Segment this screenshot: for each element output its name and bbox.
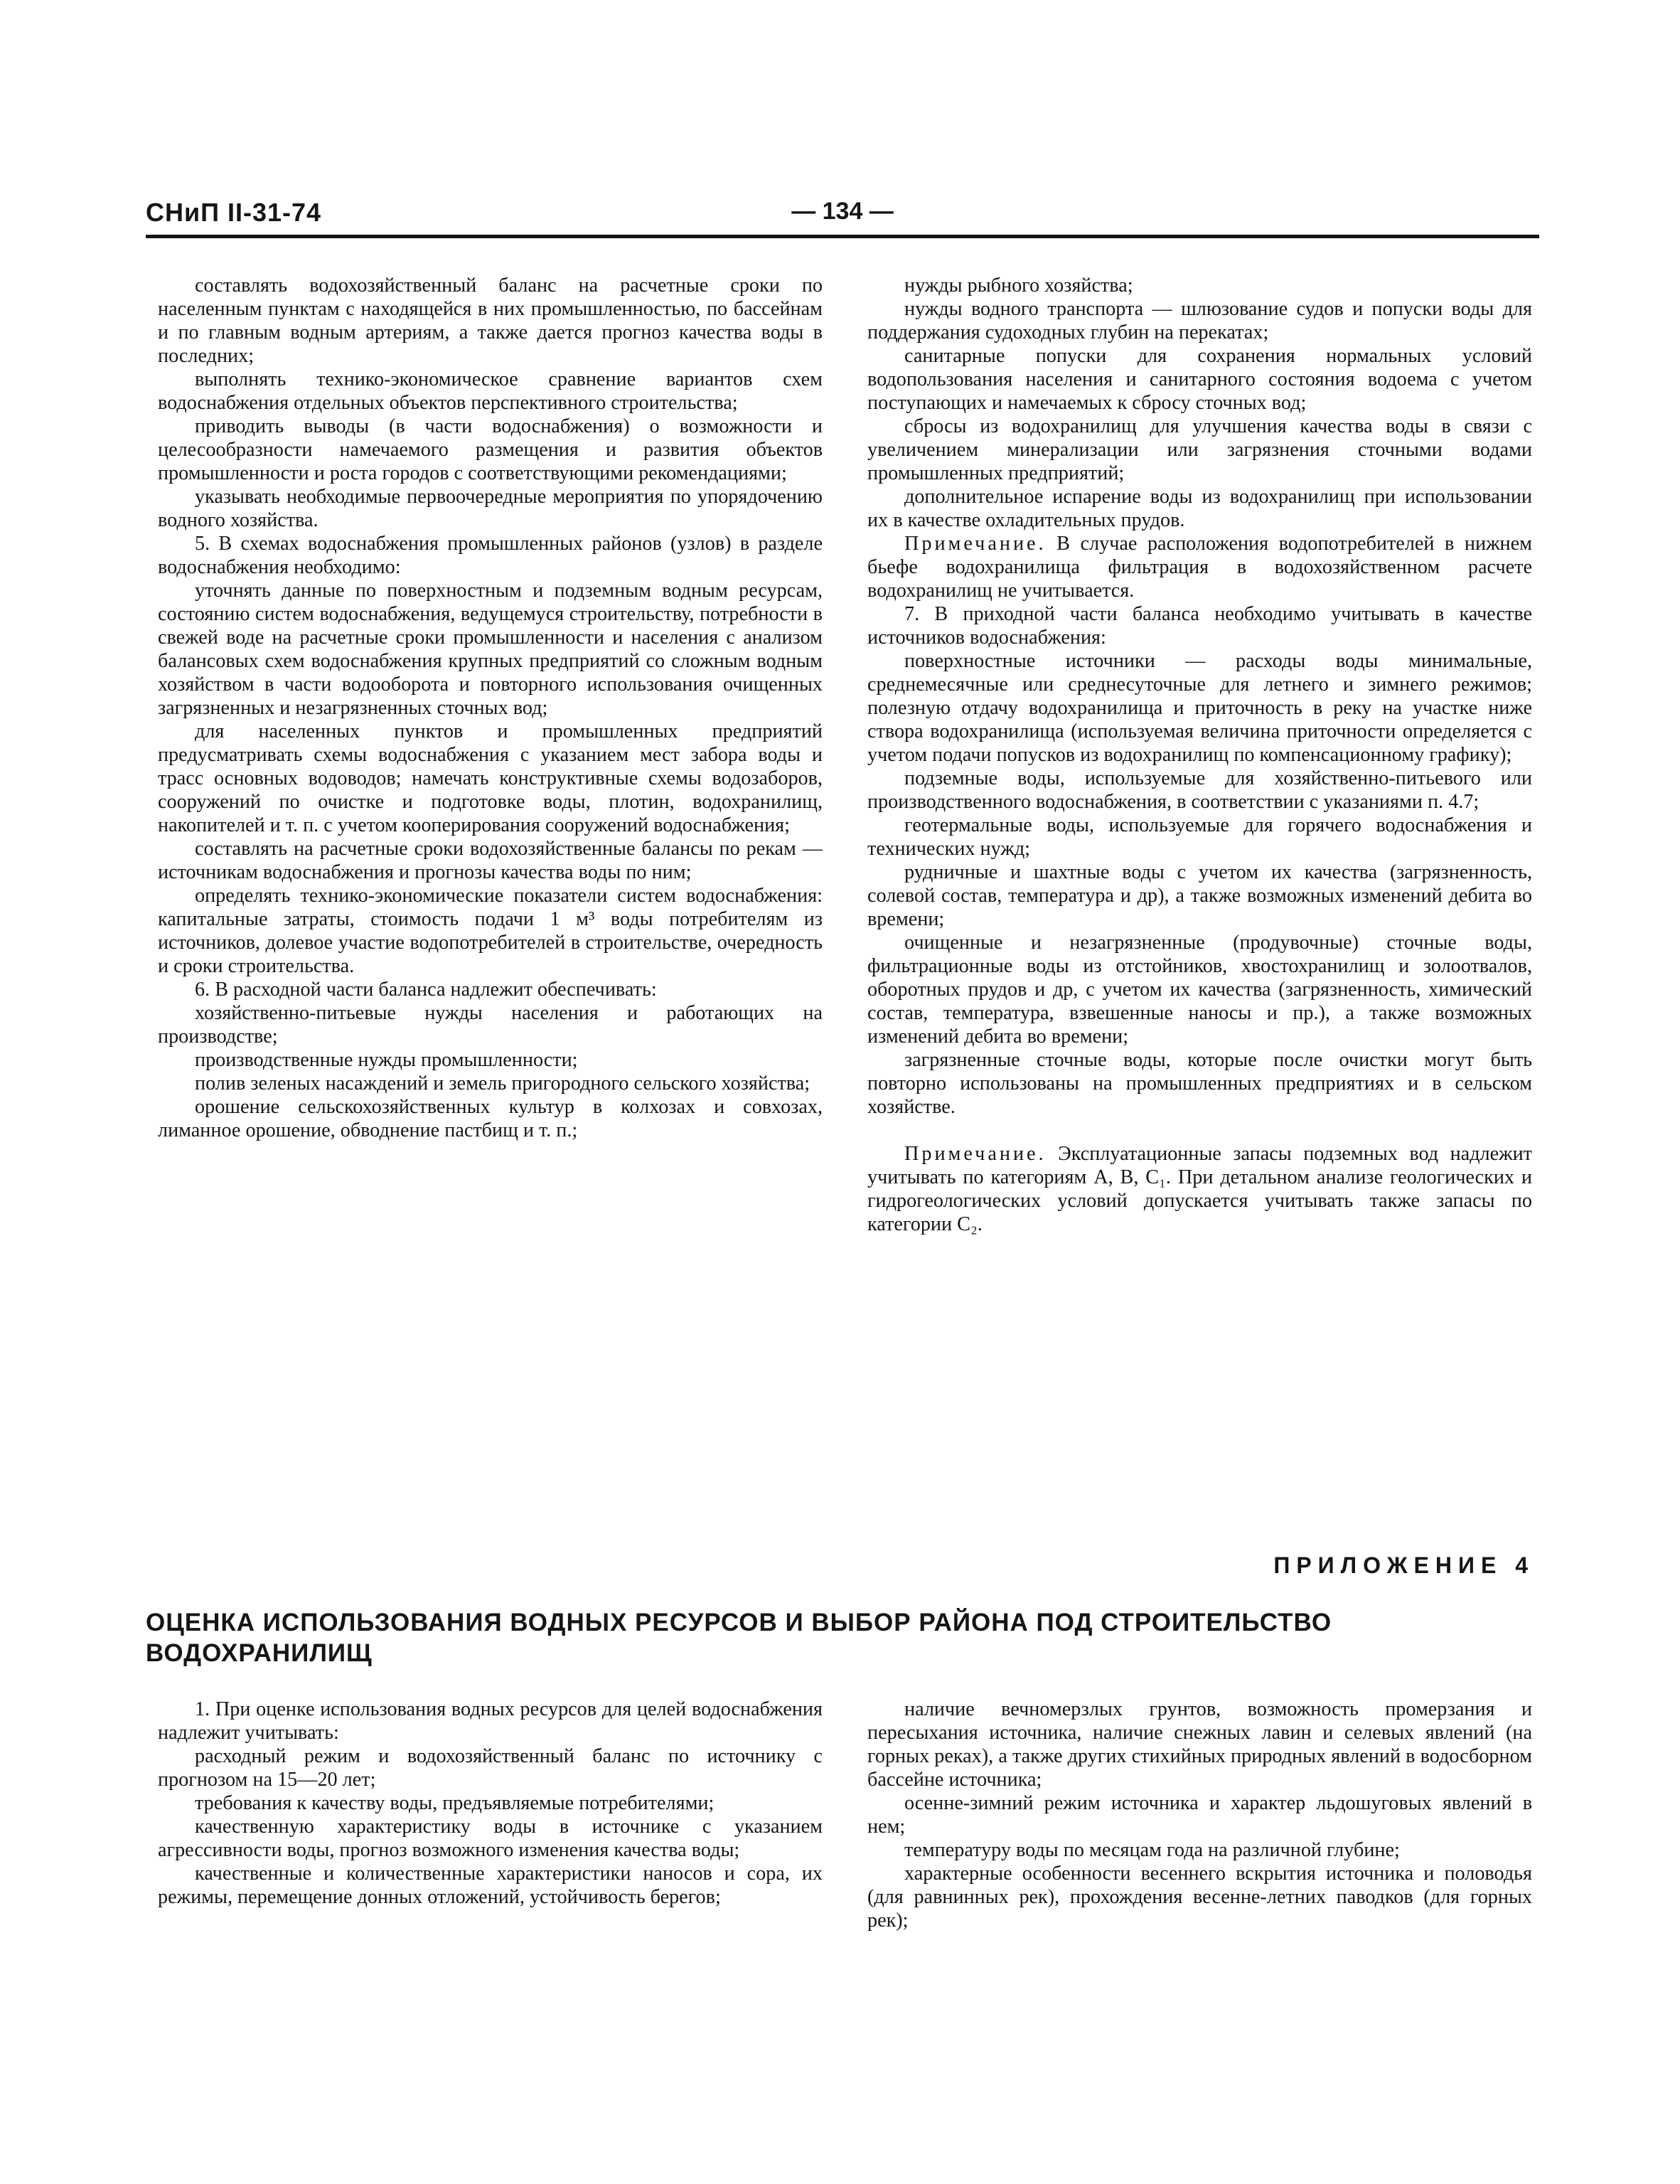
paragraph: приводить выводы (в части водоснабжения) о возможности и целесообразности намечаемого размещения и развития объектов промышленности и роста городов с соответствующими рекомендациями; <box>158 415 823 484</box>
column-bottom-right <box>867 1698 1532 1932</box>
paragraph: сбросы из водохранилищ для улучшения качества воды в связи с увеличением минерализации или загрязнения сточными водами промышленных предприятий; <box>867 415 1532 484</box>
paragraph: температуру воды по месяцам года на различной глубине; <box>904 1839 1400 1861</box>
paragraph: загрязненные сточные воды, которые после очистки могут быть повторно использованы на промышленных предприятиях и в сельском хозяйстве. <box>867 1049 1532 1118</box>
note-text: Эксплуатационные запасы подземных вод надлежит учитывать по категориям А, В, C₁. При детальном анализе геологических и гидрогеологических условий допускается учитывать также запасы по категории C₂. <box>867 1143 1532 1235</box>
paragraph: рудничные и шахтные воды с учетом их качества (загрязненность, солевой состав, температура и др), а также возможных изменений дебита во времени; <box>867 861 1532 930</box>
paragraph: 7. В приходной части баланса необходимо учитывать в качестве источников водоснабжения: <box>867 603 1532 649</box>
paragraph: орошение сельскохозяйственных культур в колхозах и совхозах, лиманное орошение, обводнение пастбищ и т. п.; <box>158 1096 823 1141</box>
paragraph: качественные и количественные характеристики наносов и сора, их режимы, перемещение донных отложений, устойчивость берегов; <box>158 1863 823 1908</box>
note-text: В случае расположения водопотребителей в нижнем бьефе водохранилища фильтрация в водохозяйственном расчете водохранилищ не учитывается. <box>867 533 1532 602</box>
paragraph: для населенных пунктов и промышленных предприятий предусматривать схемы водоснабжения с указанием мест забора воды и трасс основных водоводов; намечать конструктивные схемы водозаборов, сооружений по очистке и подготовке воды, плотин, водохранилищ, накопителей и т. п. с учетом кооперирования сооружений водоснабжения; <box>158 720 823 836</box>
paragraph: полив зеленых насаждений и земель пригородного сельского хозяйства; <box>195 1072 810 1094</box>
note-paragraph <box>867 532 1532 602</box>
paragraph: поверхностные источники — расходы воды минимальные, среднемесячные или среднесуточные для летнего и зимнего режимов; полезную отдачу водохранилища и приточность в реку на участке ниже створа водохранилища (используемая величина приточности определяется с учетом подачи попусков из водохранилищ по компенсационному графику); <box>867 650 1532 766</box>
paragraph: геотермальные воды, используемые для горячего водоснабжения и технических нужд; <box>867 814 1532 860</box>
paragraph: подземные воды, используемые для хозяйственно-питьевого или производственного водоснабжения, в соответствии с указаниями п. 4.7; <box>867 767 1532 813</box>
paragraph: дополнительное испарение воды из водохранилищ при использовании их в качестве охладительных прудов. <box>867 486 1532 531</box>
paragraph: составлять водохозяйственный баланс на расчетные сроки по населенным пунктам с находящейся в них промышленностью, по бассейнам и по главным водным артериям, а также дается прогноз качества воды в последних; <box>158 275 823 367</box>
note-label: Примечание. <box>904 1143 1047 1165</box>
paragraph: очищенные и незагрязненные (продувочные) сточные воды, фильтрационные воды из отстойников, хвостохранилищ и золоотвалов, оборотных прудов и др, с учетом их качества (загрязненность, химический состав, температура, взвешенные наносы и пр.), а также возможных изменений дебита во времени; <box>867 932 1532 1048</box>
paragraph: расходный режим и водохозяйственный баланс по источнику с прогнозом на 15—20 лет; <box>158 1745 823 1791</box>
appendix-title: ОЦЕНКА ИСПОЛЬЗОВАНИЯ ВОДНЫХ РЕСУРСОВ И ВЫБОР РАЙОНА ПОД СТРОИТЕЛЬСТВО ВОДОХРАНИЛИЩ <box>146 1609 1332 1667</box>
paragraph: 1. При оценке использования водных ресурсов для целей водоснабжения надлежит учитывать: <box>158 1698 823 1744</box>
paragraph: качественную характеристику воды в источнике с указанием агрессивности воды, прогноз возможного изменения качества воды; <box>158 1816 823 1861</box>
paragraph: характерные особенности весеннего вскрытия источника и половодья (для равнинных рек), прохождения весенне-летних паводков (для горных рек); <box>867 1863 1532 1932</box>
appendix-label: ПРИЛОЖЕНИЕ 4 <box>1273 1552 1534 1578</box>
page-number: — 134 — <box>791 198 894 225</box>
paragraph: наличие вечномерзлых грунтов, возможность промерзания и пересыхания источника, наличие снежных лавин и селевых явлений (на горных реках), а также других стихийных природных явлений в водосборном бассейне источника; <box>867 1698 1532 1791</box>
column-top-left <box>158 274 823 1142</box>
paragraph: хозяйственно-питьевые нужды населения и работающих на производстве; <box>158 1002 823 1048</box>
paragraph: выполнять технико-экономическое сравнение вариантов схем водоснабжения отдельных объектов перспективного строительства; <box>158 368 823 414</box>
paragraph: 6. В расходной части баланса надлежит обеспечивать: <box>195 979 657 1001</box>
paragraph: производственные нужды промышленности; <box>195 1049 578 1071</box>
column-bottom-left <box>158 1698 823 1909</box>
paragraph: определять технико-экономические показатели систем водоснабжения: капитальные затраты, стоимость подачи 1 м³ воды потребителям из источников, долевое участие водопотребителей в строительстве, очередность и сроки строительства. <box>158 885 823 977</box>
paragraph: нужды рыбного хозяйства; <box>904 275 1133 297</box>
document-code: СНиП II-31-74 <box>146 198 322 227</box>
header-rule <box>146 235 1539 238</box>
paragraph: санитарные попуски для сохранения нормальных условий водопользования населения и санитарного состояния водоема с учетом поступающих и намечаемых к сбросу сточных вод; <box>867 345 1532 414</box>
page-header <box>146 198 1539 233</box>
paragraph: уточнять данные по поверхностным и подземным водным ресурсам, состоянию систем водоснабжения, ведущемуся строительству, потребности в свежей воде на расчетные сроки промышленности и населения с анализом балансовых схем водоснабжения крупных предприятий со сложным водным хозяйством в части водооборота и повторного использования очищенных загрязненных и незагрязненных сточных вод; <box>158 580 823 719</box>
paragraph: требования к качеству воды, предъявляемые потребителями; <box>195 1792 715 1814</box>
column-top-right <box>867 274 1532 1236</box>
paragraph: нужды водного транспорта — шлюзование судов и попуски воды для поддержания судоходных глубин на перекатах; <box>867 298 1532 343</box>
paragraph: осенне-зимний режим источника и характер льдошуговых явлений в нем; <box>867 1792 1532 1838</box>
paragraph: 5. В схемах водоснабжения промышленных районов (узлов) в разделе водоснабжения необходимо: <box>158 533 823 578</box>
paragraph: указывать необходимые первоочередные мероприятия по упорядочению водного хозяйства. <box>158 486 823 531</box>
note-paragraph <box>867 1142 1532 1236</box>
paragraph: составлять на расчетные сроки водохозяйственные балансы по рекам — источникам водоснабжения и прогнозы качества воды по ним; <box>158 838 823 883</box>
note-label: Примечание. <box>904 533 1047 555</box>
